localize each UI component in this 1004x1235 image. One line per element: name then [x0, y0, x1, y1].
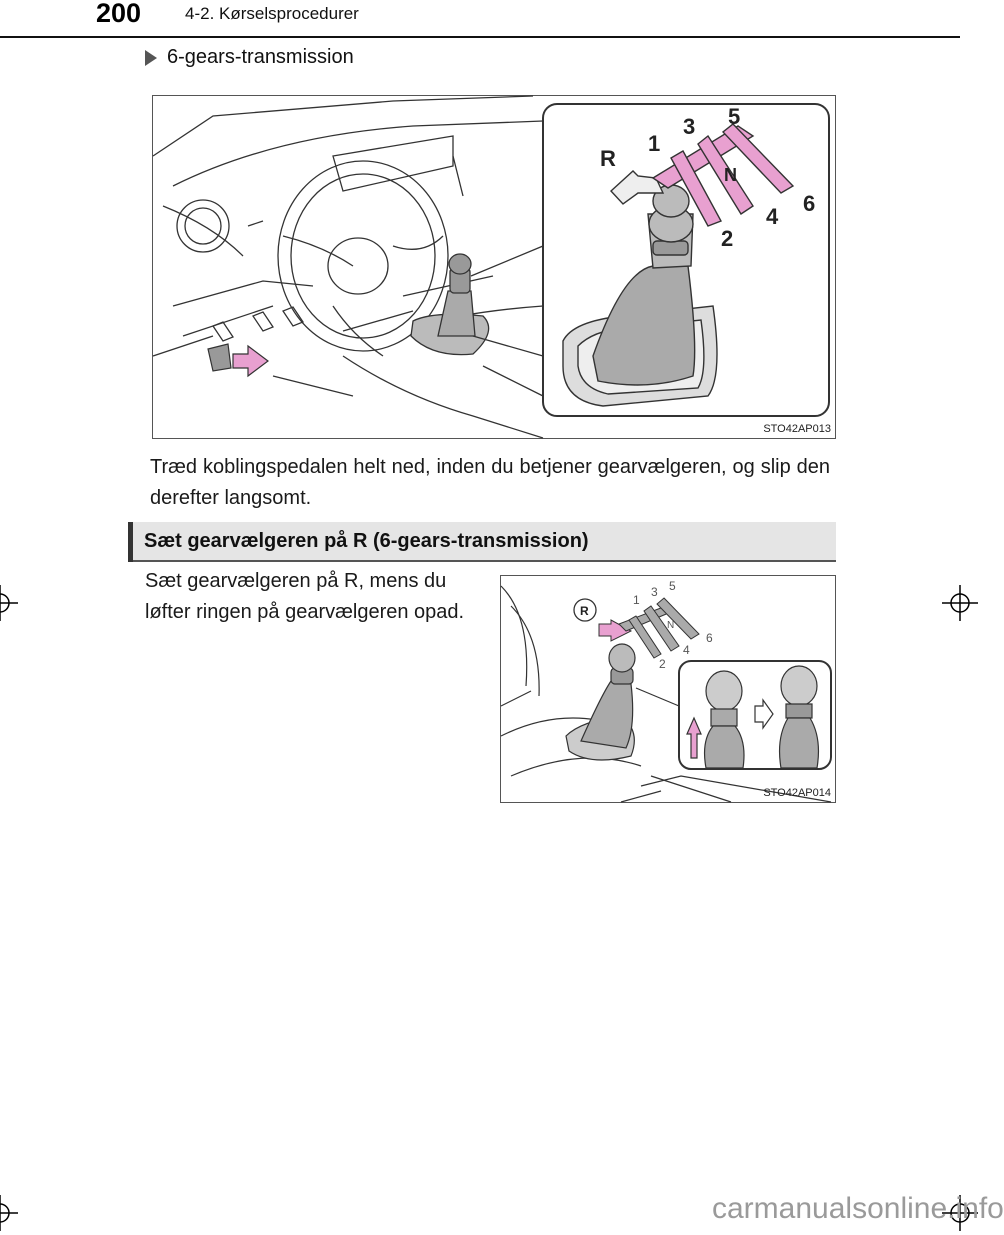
instruction-paragraph: Træd koblingspedalen helt ned, inden du betjener gearvælgeren, og slip den derefter langsomt. — [150, 456, 830, 509]
gear-label-5: 5 — [728, 104, 741, 129]
figure-code: STO42AP013 — [763, 423, 831, 435]
figure-gear-shift-6-speed — [152, 95, 836, 439]
bullet-text: 6-gears-transmission — [167, 46, 354, 68]
registration-mark-left — [0, 585, 18, 621]
gear-label-6: 6 — [706, 631, 713, 645]
registration-mark-right — [942, 585, 978, 621]
section-header — [128, 522, 836, 562]
bullet-triangle-icon — [145, 50, 157, 66]
gear-label-2: 2 — [659, 657, 666, 671]
section-title: Sæt gearvælgeren på R (6-gears-transmission) — [144, 530, 589, 552]
gear-label-4: 4 — [766, 204, 779, 229]
gear-label-4: 4 — [683, 643, 690, 657]
section-bar — [128, 522, 133, 562]
gear-label-n: N — [667, 620, 675, 631]
page-number: 200 — [96, 0, 142, 28]
registration-mark-bottom-left — [0, 1195, 18, 1231]
gear-label-r: R — [580, 604, 589, 618]
bullet-item — [145, 46, 354, 69]
figure-reverse-gear — [500, 575, 836, 803]
header-rule — [0, 36, 960, 38]
gear-label-6: 6 — [803, 191, 816, 216]
gear-label-3: 3 — [651, 585, 658, 599]
reverse-gear-illustration — [501, 576, 835, 802]
gear-label-5: 5 — [669, 579, 676, 593]
gear-label-n: N — [724, 165, 737, 185]
gear-shift-illustration — [153, 96, 835, 438]
gear-label-1: 1 — [633, 593, 640, 607]
gear-label-2: 2 — [721, 226, 734, 251]
gear-label-r: R — [600, 146, 616, 171]
watermark: carmanualsonline.info — [712, 1192, 1004, 1225]
gear-label-1: 1 — [648, 131, 661, 156]
chapter-title: 4-2. Kørselsprocedurer — [185, 4, 359, 23]
gear-label-3: 3 — [683, 114, 696, 139]
reverse-instruction-paragraph: Sæt gearvælgeren på R, mens du løfter ringen på gearvælgeren opad. — [145, 570, 465, 623]
figure-code: STO42AP014 — [763, 787, 831, 799]
